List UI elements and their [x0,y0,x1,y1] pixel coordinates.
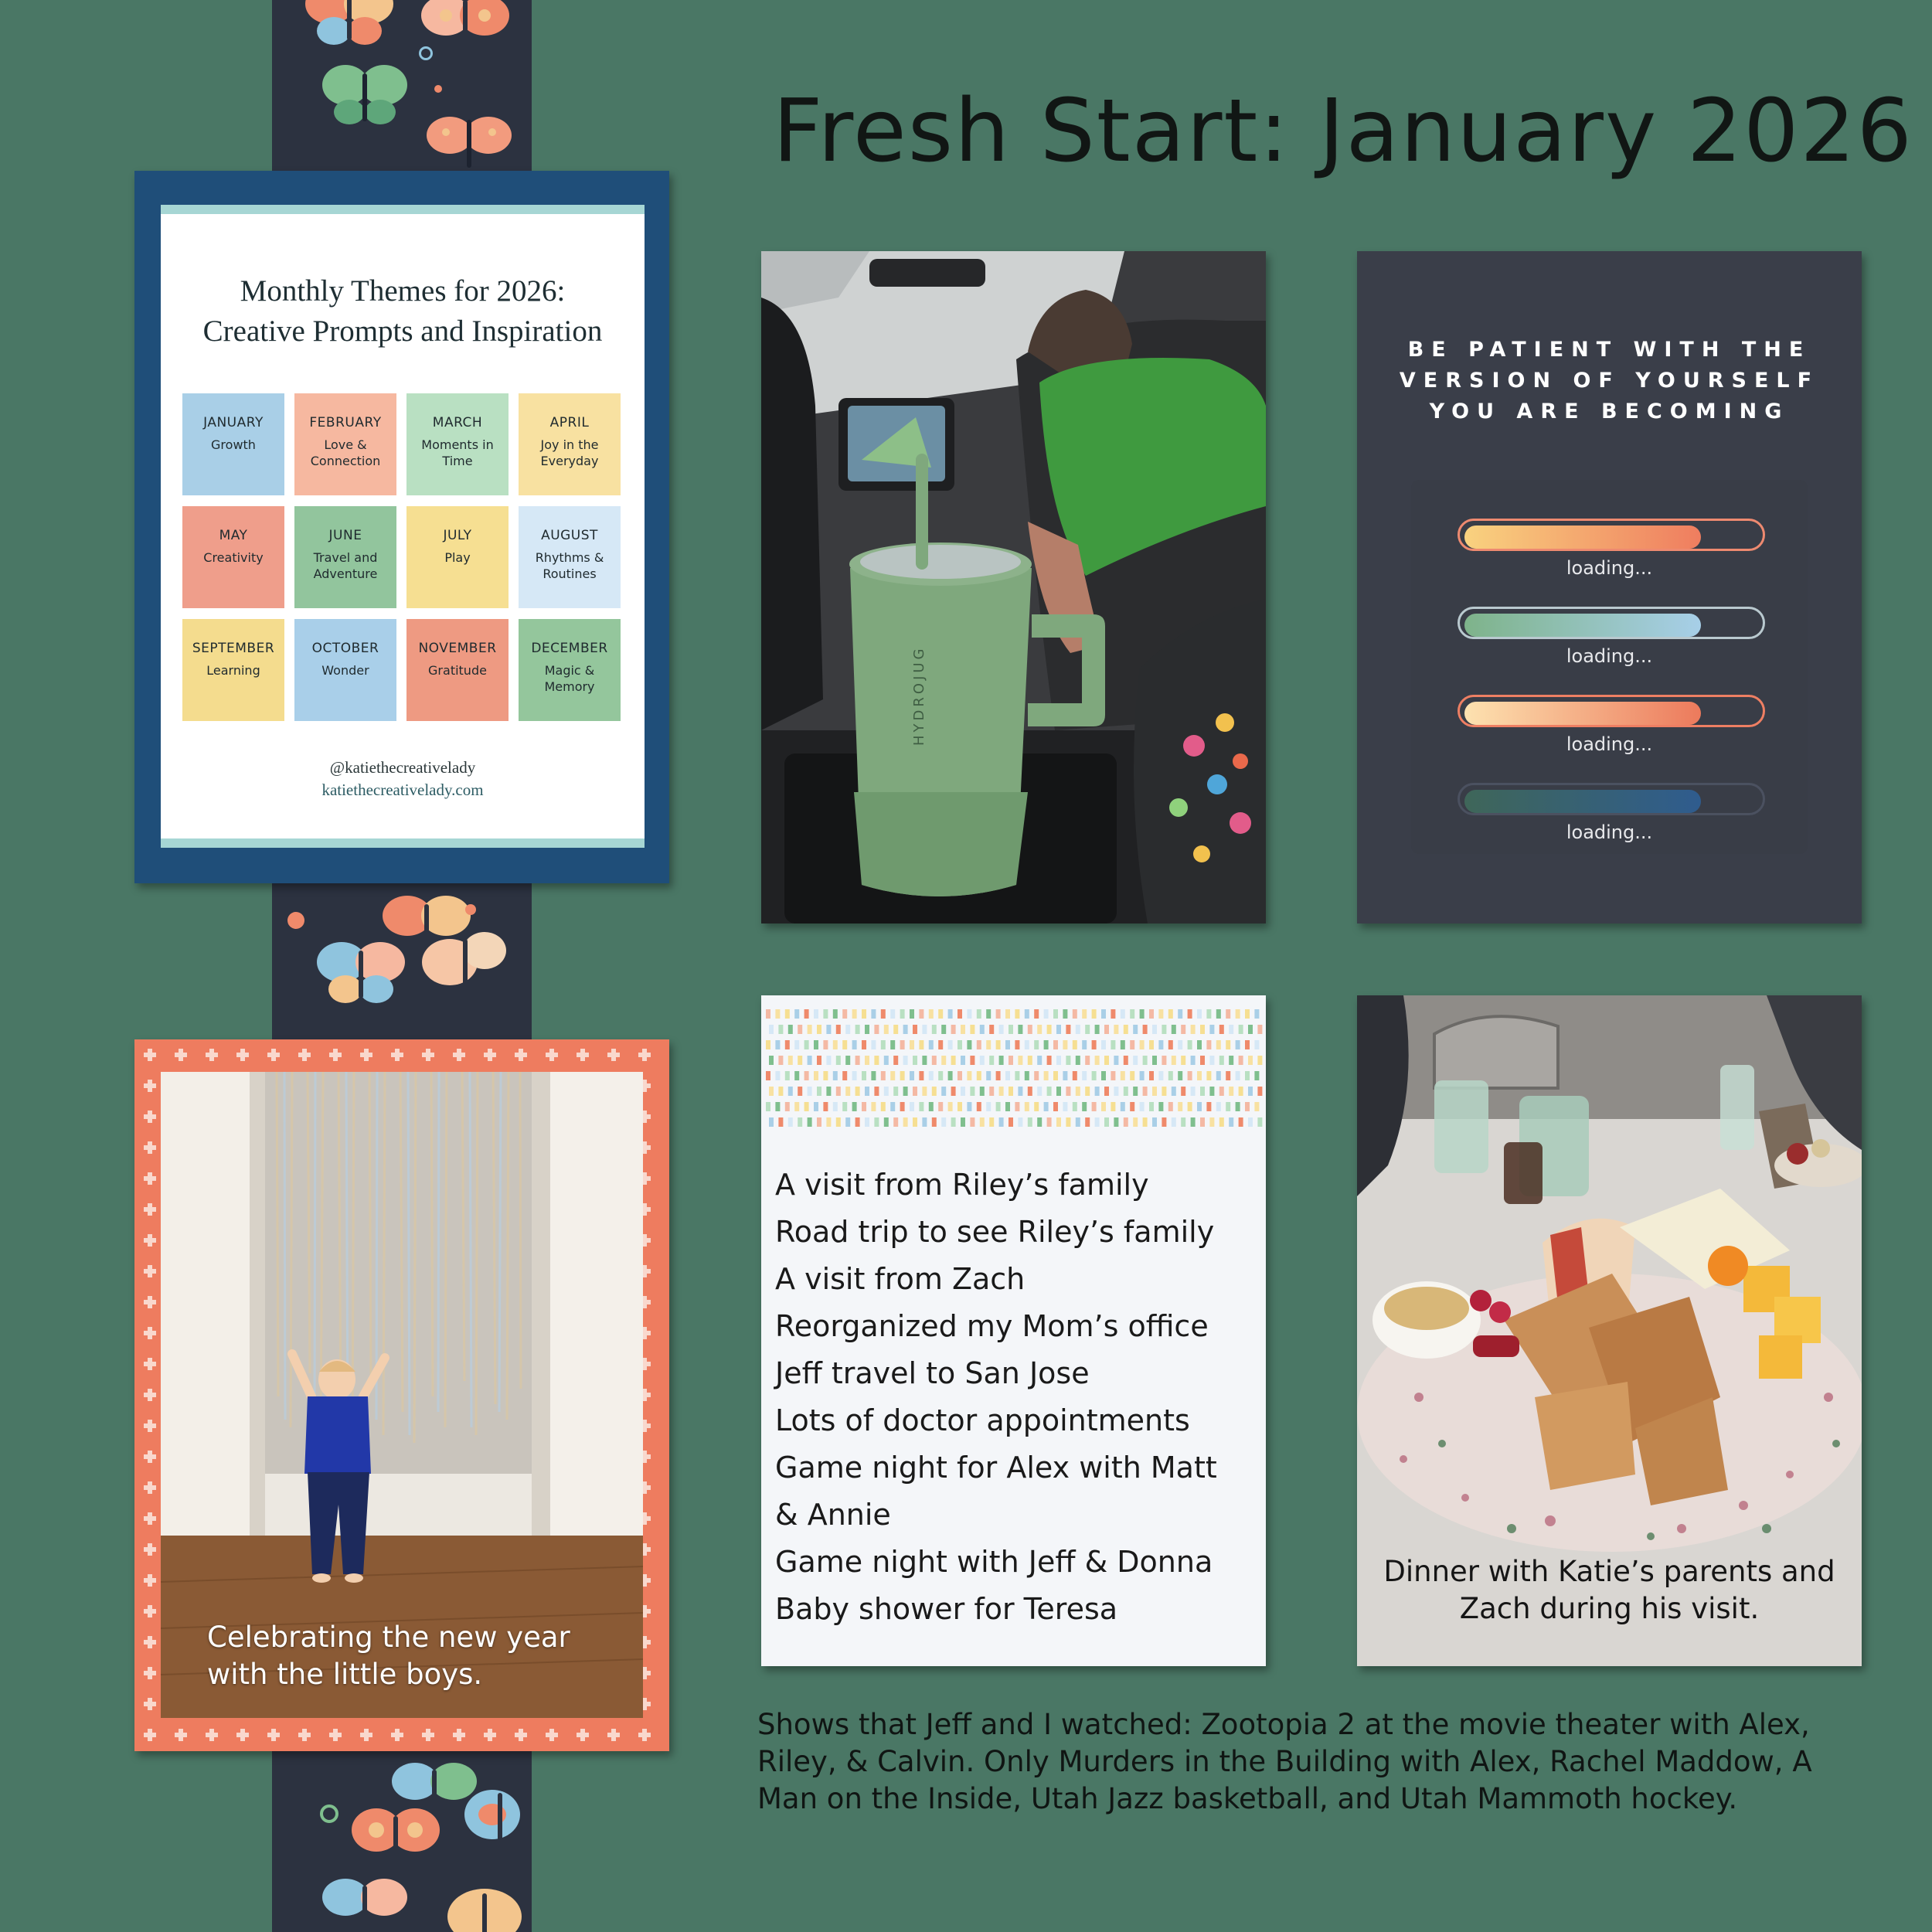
list-item: A visit from Riley’s family [775,1168,1149,1202]
butterfly-icon [349,1801,442,1875]
loading-bar [1458,695,1765,727]
events-list [775,1162,1254,1633]
kid-photo-caption: Celebrating the new year with the little boys. [207,1621,570,1691]
loading-bar [1458,783,1765,815]
dinner-photo-caption: Dinner with Katie’s parents and Zach during his visit. [1383,1555,1835,1625]
list-item: Baby shower for Teresa [775,1592,1118,1626]
month-theme: Learning [206,663,260,678]
loader-panel [1411,480,1808,854]
month-name: NOVEMBER [418,641,497,656]
themes-grid [182,393,623,721]
list-item: Jeff travel to San Jose [775,1356,1090,1390]
month-tile [182,619,284,721]
month-theme: Joy in the Everyday [540,437,599,468]
month-theme: Creativity [203,550,264,565]
butterfly-icon [438,1878,531,1932]
month-theme: Growth [211,437,256,452]
monthly-themes-card [134,171,669,883]
page-title: Fresh Start: January 2026 [773,81,1913,182]
loading-bar [1458,519,1765,551]
loading-label: loading... [1566,821,1653,843]
loading-label: loading... [1566,733,1653,755]
list-item: Reorganized my Mom’s office [775,1309,1209,1343]
month-name: MAY [219,528,248,543]
month-tile [406,619,509,721]
month-tile [406,393,509,495]
month-theme: Play [444,550,471,565]
month-tile [519,506,621,608]
month-tile [519,393,621,495]
butterfly-icon [419,923,512,998]
month-tile [182,506,284,608]
quote-line2: VERSION OF YOURSELF [1399,369,1820,393]
quote-text [1357,335,1862,427]
list-item: Game night for Alex with Matt [775,1451,1217,1485]
butterfly-icon [315,935,407,1009]
themes-footer [161,757,645,801]
month-theme: Travel and Adventure [313,550,378,581]
loading-label: loading... [1566,645,1653,667]
kid-photo-frame [134,1039,669,1751]
loading-bar [1458,607,1765,639]
month-tile [294,506,396,608]
month-name: MARCH [432,415,483,430]
themes-website: katiethecreativelady.com [321,781,484,799]
list-item: Lots of doctor appointments [775,1403,1190,1437]
loading-bar-fill [1464,702,1701,725]
month-name: APRIL [549,415,590,430]
events-list-card [761,995,1266,1666]
list-item: & Annie [775,1498,891,1532]
dinner-photo [1357,995,1862,1666]
month-name: DECEMBER [531,641,608,656]
month-tile [182,393,284,495]
themes-handle: @katiethecreativelady [329,758,476,777]
month-name: OCTOBER [311,641,379,656]
month-theme: Wonder [321,663,369,678]
confetti-pattern [761,995,1266,1142]
month-tile [294,619,396,721]
quote-card [1357,251,1862,923]
butterfly-icon [318,58,411,132]
month-name: JANUARY [203,415,264,430]
themes-heading [161,271,645,352]
month-name: FEBRUARY [309,415,382,430]
loading-bar-fill [1464,614,1701,637]
butterfly-icon [303,0,396,51]
month-theme: Rhythms & Routines [535,550,604,581]
month-name: JUNE [328,528,362,543]
month-tile [294,393,396,495]
list-item: A visit from Zach [775,1262,1026,1296]
month-tile [406,506,509,608]
month-name: SEPTEMBER [192,641,275,656]
tumbler-photo [761,251,1266,923]
quote-line1: BE PATIENT WITH THE [1407,338,1811,362]
list-item: Game night with Jeff & Donna [775,1545,1213,1579]
list-item: Road trip to see Riley’s family [775,1215,1215,1249]
tumbler-brand-text: HYDROJUG [911,645,927,746]
month-name: JULY [443,528,472,543]
shows-paragraph: Shows that Jeff and I watched: Zootopia 2 at the movie theater with Alex, Riley, & Calvin. Only Murders in the Building with Alex, Rachel Maddow, A Man on the Inside, Utah Jazz basketball, and Utah Mammoth hockey. [757,1708,1812,1815]
month-theme: Gratitude [428,663,487,678]
themes-heading-line1: Monthly Themes for 2026: [240,274,566,308]
themes-heading-line2: Creative Prompts and Inspiration [202,315,603,348]
themes-paper [161,205,645,848]
month-theme: Love & Connection [310,437,381,468]
month-tile [519,619,621,721]
butterfly-icon [419,0,512,59]
loading-label: loading... [1566,557,1653,579]
month-theme: Magic & Memory [544,663,595,694]
loading-bar-fill [1464,526,1701,549]
butterfly-icon [454,1777,532,1852]
month-name: AUGUST [541,528,598,543]
butterfly-icon [318,1870,411,1932]
loading-bar-fill [1464,790,1701,813]
quote-line3: YOU ARE BECOMING [1429,400,1790,423]
kid-photo [161,1072,643,1718]
tumbler-photo-illustration [761,251,1266,923]
month-theme: Moments in Time [421,437,494,468]
butterfly-icon [423,104,515,179]
